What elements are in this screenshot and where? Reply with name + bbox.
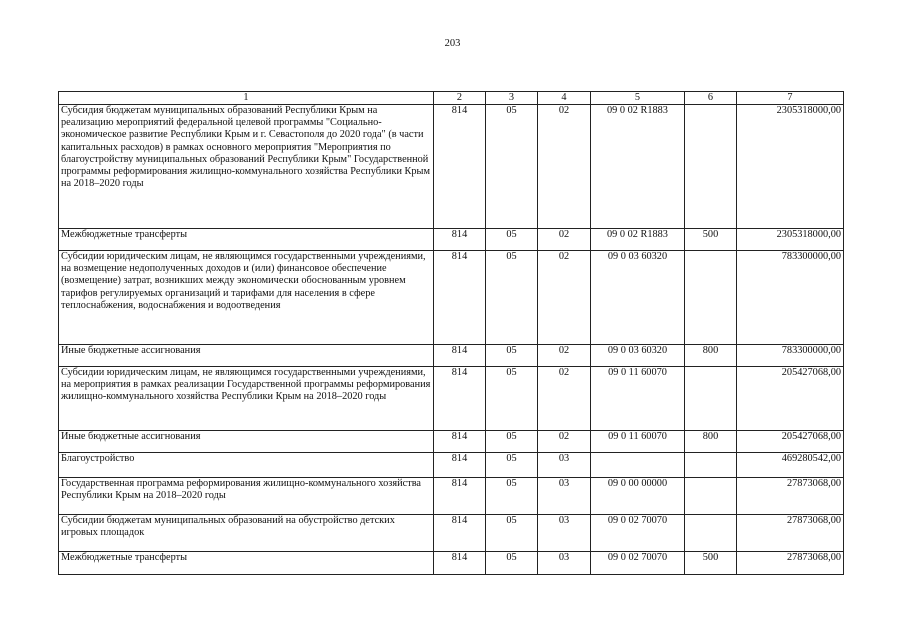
table-row xyxy=(59,251,844,345)
table-row xyxy=(59,431,844,453)
row-amount: 205427068,00 xyxy=(737,367,844,431)
row-name: Субсидия бюджетам муниципальных образований Республики Крым на реализацию мероприятий федеральной целевой программы "Социально-экономическое развитие Республики Крым и г. Севастополя до 2020 года" (в части капитальных расходов) в рамках основного мероприятия "Мероприятия по благоустройству муниципальных образований Республики Крым" Государственной программы реформирования жилищно-коммунального хозяйства Республики Крым на 2018–2020 годы xyxy=(59,105,434,229)
row-name: Благоустройство xyxy=(59,453,434,478)
row-csr: 09 0 02 70070 xyxy=(591,515,685,552)
row-ved: 814 xyxy=(434,105,486,229)
row-csr xyxy=(591,453,685,478)
row-amount: 2305318000,00 xyxy=(737,229,844,251)
table-row xyxy=(59,478,844,515)
row-rz: 05 xyxy=(486,345,538,367)
row-ved: 814 xyxy=(434,431,486,453)
row-csr: 09 0 02 70070 xyxy=(591,552,685,575)
row-name: Субсидии бюджетам муниципальных образований на обустройство детских игровых площадок xyxy=(59,515,434,552)
row-ved: 814 xyxy=(434,453,486,478)
row-rz: 05 xyxy=(486,251,538,345)
table-row xyxy=(59,105,844,229)
row-amount: 27873068,00 xyxy=(737,515,844,552)
row-vr: 800 xyxy=(685,431,737,453)
row-amount: 2305318000,00 xyxy=(737,105,844,229)
row-name: Государственная программа реформирования жилищно-коммунального хозяйства Республики Крым на 2018–2020 годы xyxy=(59,478,434,515)
row-csr: 09 0 11 60070 xyxy=(591,431,685,453)
budget-table xyxy=(58,91,844,575)
row-rz: 05 xyxy=(486,105,538,229)
row-ved: 814 xyxy=(434,229,486,251)
row-csr: 09 0 00 00000 xyxy=(591,478,685,515)
row-vr: 500 xyxy=(685,229,737,251)
header-row xyxy=(59,92,844,105)
row-csr: 09 0 02 R1883 xyxy=(591,229,685,251)
row-vr: 800 xyxy=(685,345,737,367)
column-header: 5 xyxy=(591,92,685,105)
row-pr: 02 xyxy=(538,367,591,431)
row-pr: 03 xyxy=(538,453,591,478)
table-row xyxy=(59,345,844,367)
row-ved: 814 xyxy=(434,345,486,367)
row-rz: 05 xyxy=(486,229,538,251)
row-name: Иные бюджетные ассигнования xyxy=(59,431,434,453)
row-amount: 783300000,00 xyxy=(737,345,844,367)
column-header: 4 xyxy=(538,92,591,105)
row-amount: 783300000,00 xyxy=(737,251,844,345)
row-ved: 814 xyxy=(434,367,486,431)
table-row xyxy=(59,229,844,251)
row-rz: 05 xyxy=(486,515,538,552)
row-amount: 27873068,00 xyxy=(737,552,844,575)
row-amount: 27873068,00 xyxy=(737,478,844,515)
row-vr: 500 xyxy=(685,552,737,575)
table-row xyxy=(59,453,844,478)
column-header: 3 xyxy=(486,92,538,105)
table-row xyxy=(59,367,844,431)
row-rz: 05 xyxy=(486,478,538,515)
row-csr: 09 0 11 60070 xyxy=(591,367,685,431)
row-pr: 02 xyxy=(538,105,591,229)
row-vr xyxy=(685,251,737,345)
row-vr xyxy=(685,453,737,478)
row-ved: 814 xyxy=(434,515,486,552)
row-csr: 09 0 03 60320 xyxy=(591,345,685,367)
row-pr: 03 xyxy=(538,515,591,552)
row-amount: 205427068,00 xyxy=(737,431,844,453)
table-row xyxy=(59,552,844,575)
column-header: 1 xyxy=(59,92,434,105)
row-rz: 05 xyxy=(486,431,538,453)
row-name: Субсидии юридическим лицам, не являющимся государственными учреждениями, на мероприятия в рамках реализации Государственной программы реформирования жилищно-коммунального хозяйства Республики Крым на 2018–2020 годы xyxy=(59,367,434,431)
column-header: 2 xyxy=(434,92,486,105)
table-row xyxy=(59,515,844,552)
row-ved: 814 xyxy=(434,251,486,345)
row-name: Иные бюджетные ассигнования xyxy=(59,345,434,367)
row-csr: 09 0 03 60320 xyxy=(591,251,685,345)
column-header: 6 xyxy=(685,92,737,105)
row-vr xyxy=(685,367,737,431)
row-name: Межбюджетные трансферты xyxy=(59,229,434,251)
row-name: Субсидии юридическим лицам, не являющимся государственными учреждениями, на возмещение недополученных доходов и (или) финансовое обеспечение (возмещение) затрат, возникших между экономически обоснованным уровнем тарифов регулируемых организаций и тарифами для населения в сфере теплоснабжения, водоснабжения и водоотведения xyxy=(59,251,434,345)
row-pr: 02 xyxy=(538,345,591,367)
row-pr: 03 xyxy=(538,478,591,515)
row-pr: 03 xyxy=(538,552,591,575)
column-header: 7 xyxy=(737,92,844,105)
row-rz: 05 xyxy=(486,367,538,431)
row-rz: 05 xyxy=(486,453,538,478)
row-ved: 814 xyxy=(434,478,486,515)
row-rz: 05 xyxy=(486,552,538,575)
row-vr xyxy=(685,105,737,229)
row-name: Межбюджетные трансферты xyxy=(59,552,434,575)
row-pr: 02 xyxy=(538,229,591,251)
row-amount: 469280542,00 xyxy=(737,453,844,478)
page-number: 203 xyxy=(444,38,461,49)
row-csr: 09 0 02 R1883 xyxy=(591,105,685,229)
row-vr xyxy=(685,515,737,552)
row-pr: 02 xyxy=(538,251,591,345)
row-pr: 02 xyxy=(538,431,591,453)
row-ved: 814 xyxy=(434,552,486,575)
row-vr xyxy=(685,478,737,515)
